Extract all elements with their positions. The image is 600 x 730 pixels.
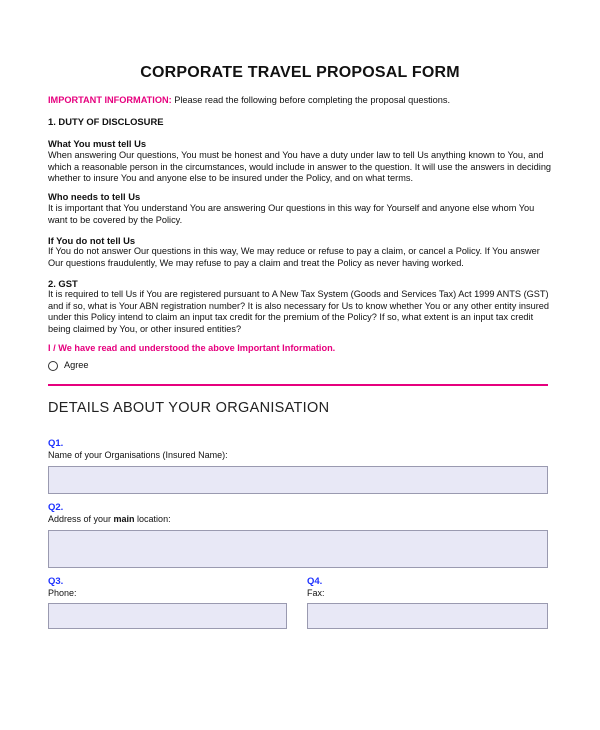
- who-heading: Who needs to tell Us: [48, 191, 141, 202]
- acknowledge-text: I / We have read and understood the above Important Information.: [48, 343, 336, 353]
- q1-number: Q1.: [48, 438, 64, 449]
- ifnot-heading: If You do not tell Us: [48, 235, 136, 246]
- agree-radio[interactable]: [48, 361, 58, 371]
- q2-number: Q2.: [48, 502, 64, 513]
- agree-label: Agree: [64, 360, 89, 370]
- important-text: Please read the following before completing the proposal questions.: [171, 95, 451, 105]
- gst-text: It is required to tell Us if You are registered pursuant to A New Tax System (Goods and Services Tax) Act 1999 ANTS (GST) and if so, what is Your ABN registration number? It is also necessary for Us to know whether You or any other entity insured under this Policy intend to claim an input tax credit for the premium of the Policy? If so, what extent is an input tax credit being claimed by You, or other insured entities?: [48, 289, 549, 334]
- important-information: [48, 95, 553, 107]
- q3-number: Q3.: [48, 576, 64, 587]
- important-label: IMPORTANT INFORMATION:: [48, 95, 172, 105]
- main-address-field[interactable]: [48, 530, 548, 568]
- q2-label: Address of your main location:: [48, 514, 171, 524]
- agree-option[interactable]: [48, 360, 553, 372]
- q3-label: Phone:: [48, 588, 77, 598]
- must-tell-heading: What You must tell Us: [48, 138, 147, 149]
- section-title: DETAILS ABOUT YOUR ORGANISATION: [48, 400, 330, 416]
- duty-heading: 1. DUTY OF DISCLOSURE: [48, 116, 164, 127]
- must-tell-text: When answering Our questions, You must be honest and You have a duty under law to tell Us anything known to You, and which a reasonable person in the circumstances, would include in answer to the question. It will use the answers in deciding whether to insure You and anyone else to be insured under the Policy, and on what terms.: [48, 150, 552, 184]
- fax-field[interactable]: [307, 603, 548, 629]
- gst-heading: 2. GST: [48, 278, 78, 289]
- organisation-name-field[interactable]: [48, 466, 548, 494]
- q1-label: Name of your Organisations (Insured Name):: [48, 450, 228, 460]
- ifnot-text: If You do not answer Our questions in this way, We may reduce or refuse to pay a claim, or cancel a Policy. If You answer Our questions fraudulently, We may refuse to pay a claim and treat the Policy as never having worked.: [48, 246, 540, 268]
- phone-field[interactable]: [48, 603, 287, 629]
- q4-label: Fax:: [307, 588, 325, 598]
- who-text: It is important that You understand You are answering Our questions in this way for Yourself and anyone else whom You want to be covered by the Policy.: [48, 203, 535, 225]
- q4-number: Q4.: [307, 576, 323, 587]
- section-divider: [48, 384, 548, 386]
- form-title: CORPORATE TRAVEL PROPOSAL FORM: [140, 64, 460, 81]
